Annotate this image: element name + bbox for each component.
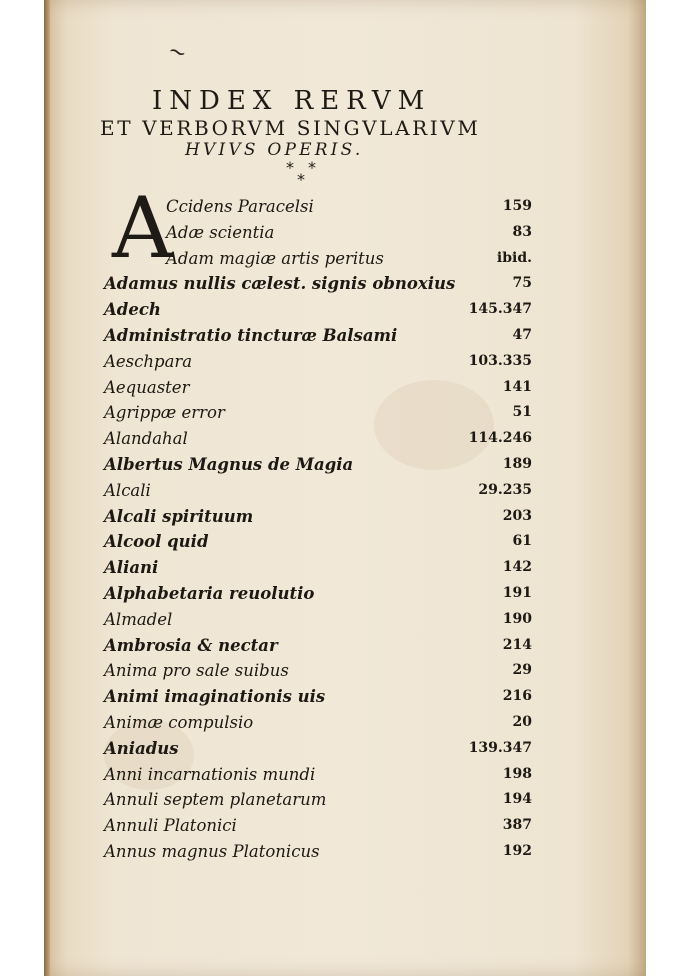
page-reference: 203 — [502, 507, 532, 524]
page-reference: 47 — [512, 326, 532, 343]
drop-cap-letter: A — [112, 179, 173, 277]
index-term: Alphabetaria reuolutio — [104, 583, 315, 603]
index-term: Anima pro sale suibus — [104, 661, 289, 681]
index-term: Aliani — [104, 558, 159, 578]
page-reference: 189 — [502, 455, 532, 472]
index-term: Ambrosia & nectar — [104, 635, 278, 655]
index-entry — [100, 839, 540, 865]
page-reference: 20 — [512, 713, 532, 730]
page-reference: 159 — [502, 198, 532, 214]
index-entry — [100, 375, 540, 401]
index-entry — [100, 246, 540, 272]
index-term: Alcali spirituum — [104, 506, 254, 526]
index-entry — [100, 529, 540, 555]
index-entry — [100, 452, 540, 478]
asterisk-glyph: * — [286, 158, 294, 177]
index-term: Aniadus — [104, 738, 179, 758]
page-reference: 214 — [502, 636, 532, 653]
index-term: Alandahal — [104, 429, 188, 449]
index-entry-list — [100, 194, 540, 865]
index-term: Adech — [104, 300, 161, 320]
index-entry — [100, 323, 540, 349]
index-entry — [100, 194, 540, 220]
index-term: Annus magnus Platonicus — [104, 841, 320, 861]
index-term: Almadel — [104, 609, 173, 629]
index-term: Aequaster — [104, 377, 190, 397]
page-reference: 103.335 — [468, 352, 532, 369]
index-entry — [100, 762, 540, 788]
index-term: Adæ scientia — [166, 222, 275, 242]
page-reference: 192 — [502, 842, 532, 859]
page-reference: 61 — [512, 533, 532, 550]
page-reference: 145.347 — [468, 301, 532, 318]
asterism-ornament — [286, 158, 326, 188]
index-entry — [100, 607, 540, 633]
index-entry — [100, 349, 540, 375]
index-term: Anni incarnationis mundi — [104, 764, 316, 784]
index-term: Agrippæ error — [104, 403, 225, 423]
page-reference: 29.235 — [478, 481, 532, 498]
index-term: Adamus nullis cælest. signis obnoxius — [104, 274, 456, 294]
page-reference: 141 — [502, 378, 532, 395]
index-term: Annuli Platonici — [104, 816, 237, 836]
index-term: Annuli septem planetarum — [104, 790, 327, 810]
index-term: Aeschpara — [104, 351, 193, 371]
index-entry — [100, 555, 540, 581]
index-term: Administratio tincturæ Balsami — [104, 325, 398, 345]
index-entry — [100, 736, 540, 762]
index-entry — [100, 400, 540, 426]
index-entry — [100, 684, 540, 710]
page-reference: 191 — [502, 584, 532, 601]
page-reference: 139.347 — [468, 739, 532, 756]
page-reference: 194 — [502, 791, 532, 808]
index-entry — [100, 710, 540, 736]
page-reference: 190 — [502, 610, 532, 627]
index-term: Animæ compulsio — [104, 712, 254, 732]
index-entry — [100, 426, 540, 452]
index-subtitle: ET VERBORVM SINGVLARIVM — [100, 116, 481, 140]
index-term: Albertus Magnus de Magia — [104, 454, 354, 474]
index-term: Ccidens Paracelsi — [166, 197, 314, 216]
index-entry — [100, 813, 540, 839]
page-reference: 216 — [502, 688, 532, 705]
page-reference: 142 — [502, 559, 532, 576]
index-term: Animi imaginationis uis — [104, 687, 326, 707]
page-reference: ibid. — [496, 249, 532, 266]
index-entry — [100, 658, 540, 684]
page-reference: 75 — [512, 275, 532, 292]
index-entry — [100, 220, 540, 246]
page-reference: 83 — [512, 223, 532, 240]
page-reference: 114.246 — [468, 430, 532, 447]
page-reference: 29 — [512, 662, 532, 679]
asterisk-glyph: * — [297, 170, 305, 189]
index-entry — [100, 581, 540, 607]
index-entry — [100, 787, 540, 813]
index-term: Adam magiæ artis peritus — [166, 248, 384, 268]
page-reference: 198 — [502, 765, 532, 782]
index-title: INDEX RERVM — [152, 86, 432, 116]
asterisk-glyph: * — [308, 158, 316, 177]
index-term: Alcali — [104, 480, 151, 500]
index-entry — [100, 297, 540, 323]
index-subtitle-italic: HVIVS OPERIS. — [185, 140, 364, 160]
index-entry — [100, 478, 540, 504]
index-entry — [100, 271, 540, 297]
index-entry — [100, 633, 540, 659]
page-reference: 387 — [502, 817, 532, 834]
page-reference: 51 — [512, 404, 532, 421]
index-term: Alcool quid — [104, 532, 209, 552]
pen-flourish-mark: ~ — [164, 37, 191, 68]
index-entry — [100, 504, 540, 530]
